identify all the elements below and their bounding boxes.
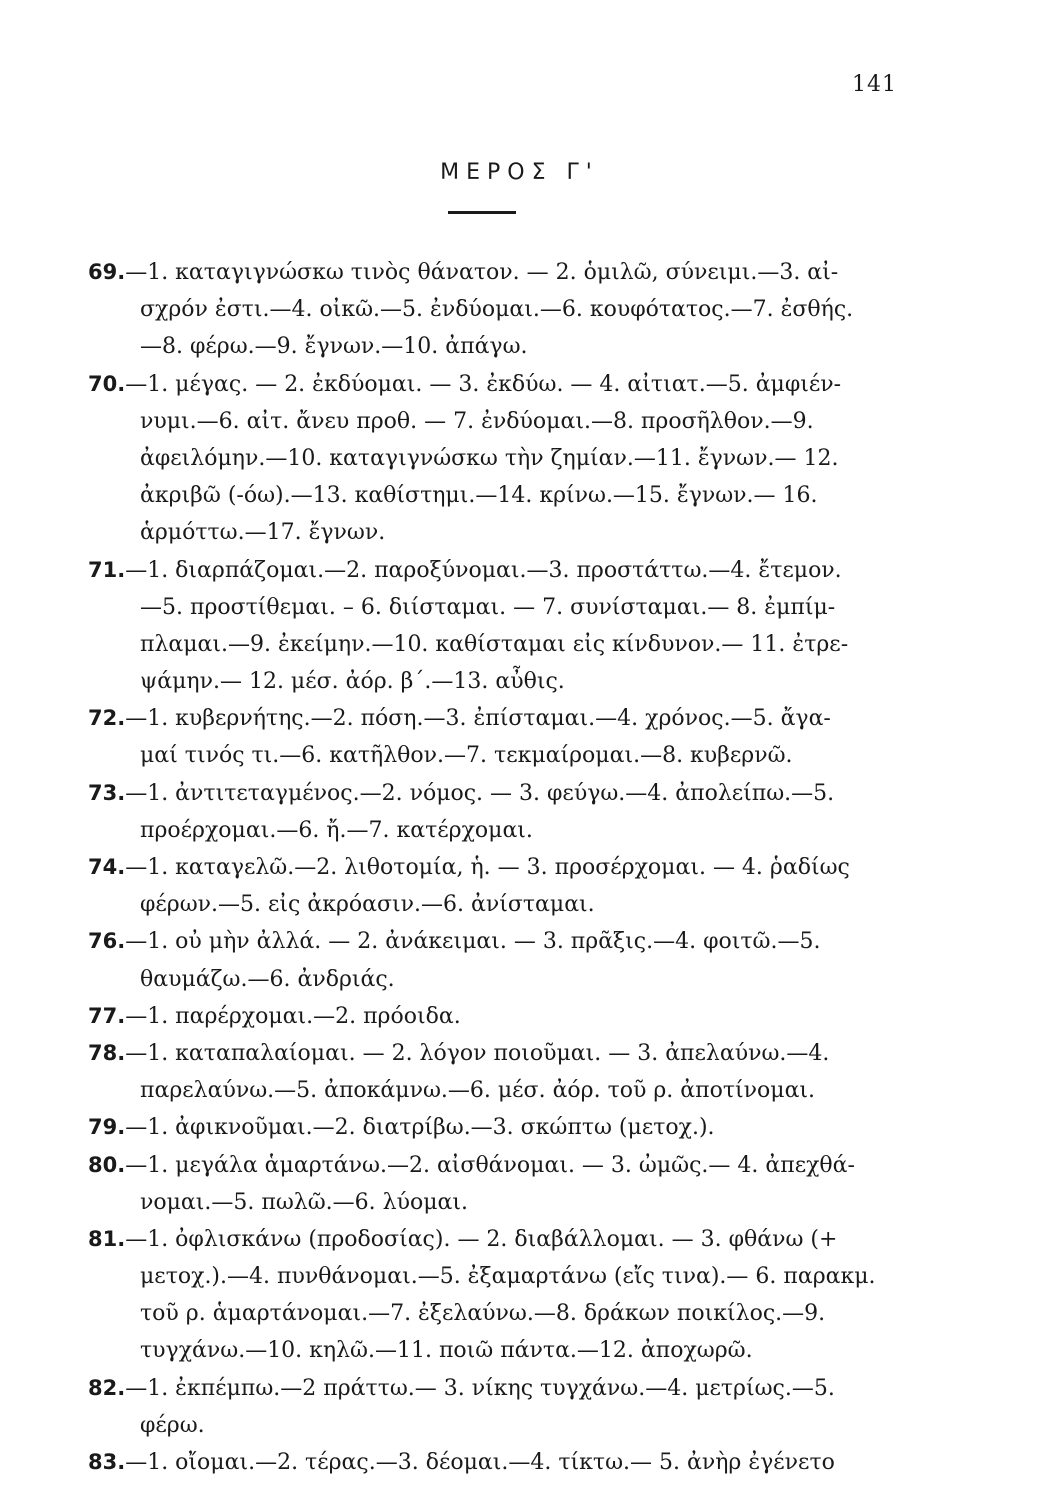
entry-text: —1. κυβερνήτης.—2. πόση.—3. ἐπίσταμαι.—4. χρόνος.—5. ἄγα- (125, 706, 831, 732)
entry-text: νομαι.—5. πωλῶ.—6. λύομαι. (140, 1189, 468, 1215)
entry-first-line (88, 923, 928, 960)
entry-first-line (88, 998, 928, 1035)
exercise-number: 83. (88, 1450, 126, 1474)
entry-first-line (88, 775, 928, 812)
entry-continuation-line (88, 1184, 928, 1221)
answer-entries (88, 254, 928, 1481)
entry-text: σχρόν ἐστι.—4. οἰκῶ.—5. ἐνδύομαι.—6. κουφότατος.—7. ἐσθής. (140, 297, 854, 323)
entry-text: —1. ἀντιτεταγμένος.—2. νόμος. — 3. φεύγω.—4. ἀπολείπω.—5. (125, 780, 835, 806)
entry-text: φέρων.—5. εἰς ἀκρόασιν.—6. ἀνίσταμαι. (140, 892, 595, 918)
exercise-entry (88, 1035, 928, 1109)
entry-continuation-line (88, 663, 928, 700)
entry-text: ἀφειλόμην.—10. καταγιγνώσκω τὴν ζημίαν.—11. ἔγνων.— 12. (140, 445, 839, 471)
exercise-number: 71. (88, 557, 126, 582)
entry-text: —8. φέρω.—9. ἔγνων.—10. ἀπάγω. (140, 334, 528, 360)
entry-continuation-line (88, 440, 928, 477)
entry-first-line (88, 1444, 928, 1481)
entry-text: —1. διαρπάζομαι.—2. παροξύνομαι.—3. προστάττω.—4. ἔτεμον. (125, 557, 842, 583)
entry-text: —1. καταπαλαίομαι. — 2. λόγον ποιοῦμαι. — 3. ἀπελαύνω.—4. (125, 1040, 830, 1066)
entry-continuation-line (88, 626, 928, 663)
entry-continuation-line (88, 812, 928, 849)
exercise-entry (88, 366, 928, 552)
entry-text: πλαμαι.—9. ἐκείμην.—10. καθίσταμαι εἰς κίνδυνον.— 11. ἐτρε- (140, 631, 849, 657)
entry-first-line (88, 849, 928, 886)
entry-first-line (88, 1109, 928, 1146)
exercise-entry (88, 849, 928, 923)
entry-continuation-line (88, 1258, 928, 1295)
exercise-entry (88, 1370, 928, 1444)
entry-continuation-line (88, 1407, 928, 1444)
entry-continuation-line (88, 1072, 928, 1109)
entry-text: —1. μέγας. — 2. ἐκδύομαι. — 3. ἐκδύω. — 4. αἰτιατ.—5. ἀμφιέν- (125, 371, 842, 397)
entry-text: —5. προστίθεμαι. – 6. διίσταμαι. — 7. συνίσταμαι.— 8. ἐμπίμ- (140, 594, 836, 620)
entry-text: φέρω. (140, 1412, 205, 1438)
entry-continuation-line (88, 961, 928, 998)
entry-text: —1. ὀφλισκάνω (προδοσίας). — 2. διαβάλλομαι. — 3. φθάνω (+ (125, 1226, 838, 1252)
entry-text: —1. ἐκπέμπω.—2 πράττω.— 3. νίκης τυγχάνω.—4. μετρίως.—5. (125, 1375, 835, 1401)
entry-text: ψάμην.— 12. μέσ. ἀόρ. β΄.—13. αὖθις. (140, 669, 565, 695)
exercise-entry (88, 254, 928, 366)
entry-text: προέρχομαι.—6. ἤ.—7. κατέρχομαι. (140, 817, 533, 843)
entry-continuation-line (88, 737, 928, 774)
exercise-entry (88, 1444, 928, 1481)
entry-continuation-line (88, 1332, 928, 1369)
entry-first-line (88, 1035, 928, 1072)
exercise-entry (88, 1147, 928, 1221)
exercise-entry (88, 998, 928, 1035)
entry-continuation-line (88, 1295, 928, 1332)
entry-text: —1. οἴομαι.—2. τέρας.—3. δέομαι.—4. τίκτω.— 5. ἀνὴρ ἐγένετο (125, 1450, 835, 1475)
entry-continuation-line (88, 589, 928, 626)
entry-first-line (88, 1147, 928, 1184)
entry-continuation-line (88, 403, 928, 440)
entry-continuation-line (88, 328, 928, 365)
entry-text: —1. καταγιγνώσκω τινὸς θάνατον. — 2. ὁμιλῶ, σύνειμι.—3. αἰ- (125, 260, 839, 285)
entry-text: θαυμάζω.—6. ἀνδριάς. (140, 966, 395, 992)
exercise-entry (88, 775, 928, 849)
exercise-number: 80. (88, 1152, 126, 1177)
exercise-entry (88, 700, 928, 774)
entry-continuation-line (88, 477, 928, 514)
exercise-entry (88, 1109, 928, 1146)
entry-text: ἁρμόττω.—17. ἔγνων. (140, 520, 386, 546)
entry-text: —1. οὐ μὴν ἀλλά. — 2. ἀνάκειμαι. — 3. πρᾶξις.—4. φοιτῶ.—5. (125, 929, 821, 955)
exercise-entry (88, 552, 928, 701)
entry-first-line (88, 1370, 928, 1407)
part-title: ΜΕΡΟΣ Γ' (440, 160, 599, 185)
entry-text: —1. καταγελῶ.—2. λιθοτομία, ἡ. — 3. προσέρχομαι. — 4. ῥαδίως (125, 855, 850, 880)
entry-continuation-line (88, 291, 928, 328)
entry-first-line (88, 700, 928, 737)
entry-text: νυμι.—6. αἰτ. ἄνευ προθ. — 7. ἐνδύομαι.—8. προσῆλθον.—9. (140, 408, 814, 434)
exercise-number: 78. (88, 1040, 126, 1065)
entry-first-line (88, 1221, 928, 1258)
exercise-number: 79. (88, 1115, 126, 1140)
exercise-number: 72. (88, 706, 126, 731)
exercise-number: 82. (88, 1375, 126, 1400)
entry-text: ἀκριβῶ (-όω).—13. καθίστημι.—14. κρίνω.—15. ἔγνων.— 16. (140, 483, 818, 509)
exercise-number: 73. (88, 780, 126, 805)
entry-text: παρελαύνω.—5. ἀποκάμνω.—6. μέσ. ἀόρ. τοῦ ρ. ἀποτίνομαι. (140, 1078, 816, 1104)
entry-text: μαί τινός τι.—6. κατῆλθον.—7. τεκμαίρομαι.—8. κυβερνῶ. (140, 743, 793, 769)
entry-first-line (88, 552, 928, 589)
page-number: 141 (852, 72, 897, 97)
entry-continuation-line (88, 886, 928, 923)
exercise-number: 69. (88, 260, 126, 284)
entry-text: —1. ἀφικνοῦμαι.—2. διατρίβω.—3. σκώπτω (μετοχ.). (125, 1115, 715, 1141)
entry-text: —1. παρέρχομαι.—2. πρόοιδα. (125, 1003, 461, 1029)
entry-continuation-line (88, 514, 928, 551)
entry-text: μετοχ.).—4. πυνθάνομαι.—5. ἐξαμαρτάνω (εἴς τινα).— 6. παρακμ. (140, 1264, 876, 1290)
exercise-entry (88, 1221, 928, 1370)
entry-text: τυγχάνω.—10. κηλῶ.—11. ποιῶ πάντα.—12. ἀποχωρῶ. (140, 1338, 753, 1364)
exercise-number: 74. (88, 855, 126, 879)
entry-first-line (88, 366, 928, 403)
title-rule (448, 211, 516, 214)
exercise-number: 77. (88, 1003, 126, 1028)
entry-text: —1. μεγάλα ἁμαρτάνω.—2. αἰσθάνομαι. — 3. ὠμῶς.— 4. ἀπεχθά- (125, 1152, 855, 1178)
entry-first-line (88, 254, 928, 291)
exercise-number: 70. (88, 371, 126, 396)
entry-text: τοῦ ρ. ἁμαρτάνομαι.—7. ἐξελαύνω.—8. δράκων ποικίλος.—9. (140, 1301, 826, 1327)
exercise-number: 76. (88, 929, 126, 954)
exercise-number: 81. (88, 1226, 126, 1251)
exercise-entry (88, 923, 928, 997)
